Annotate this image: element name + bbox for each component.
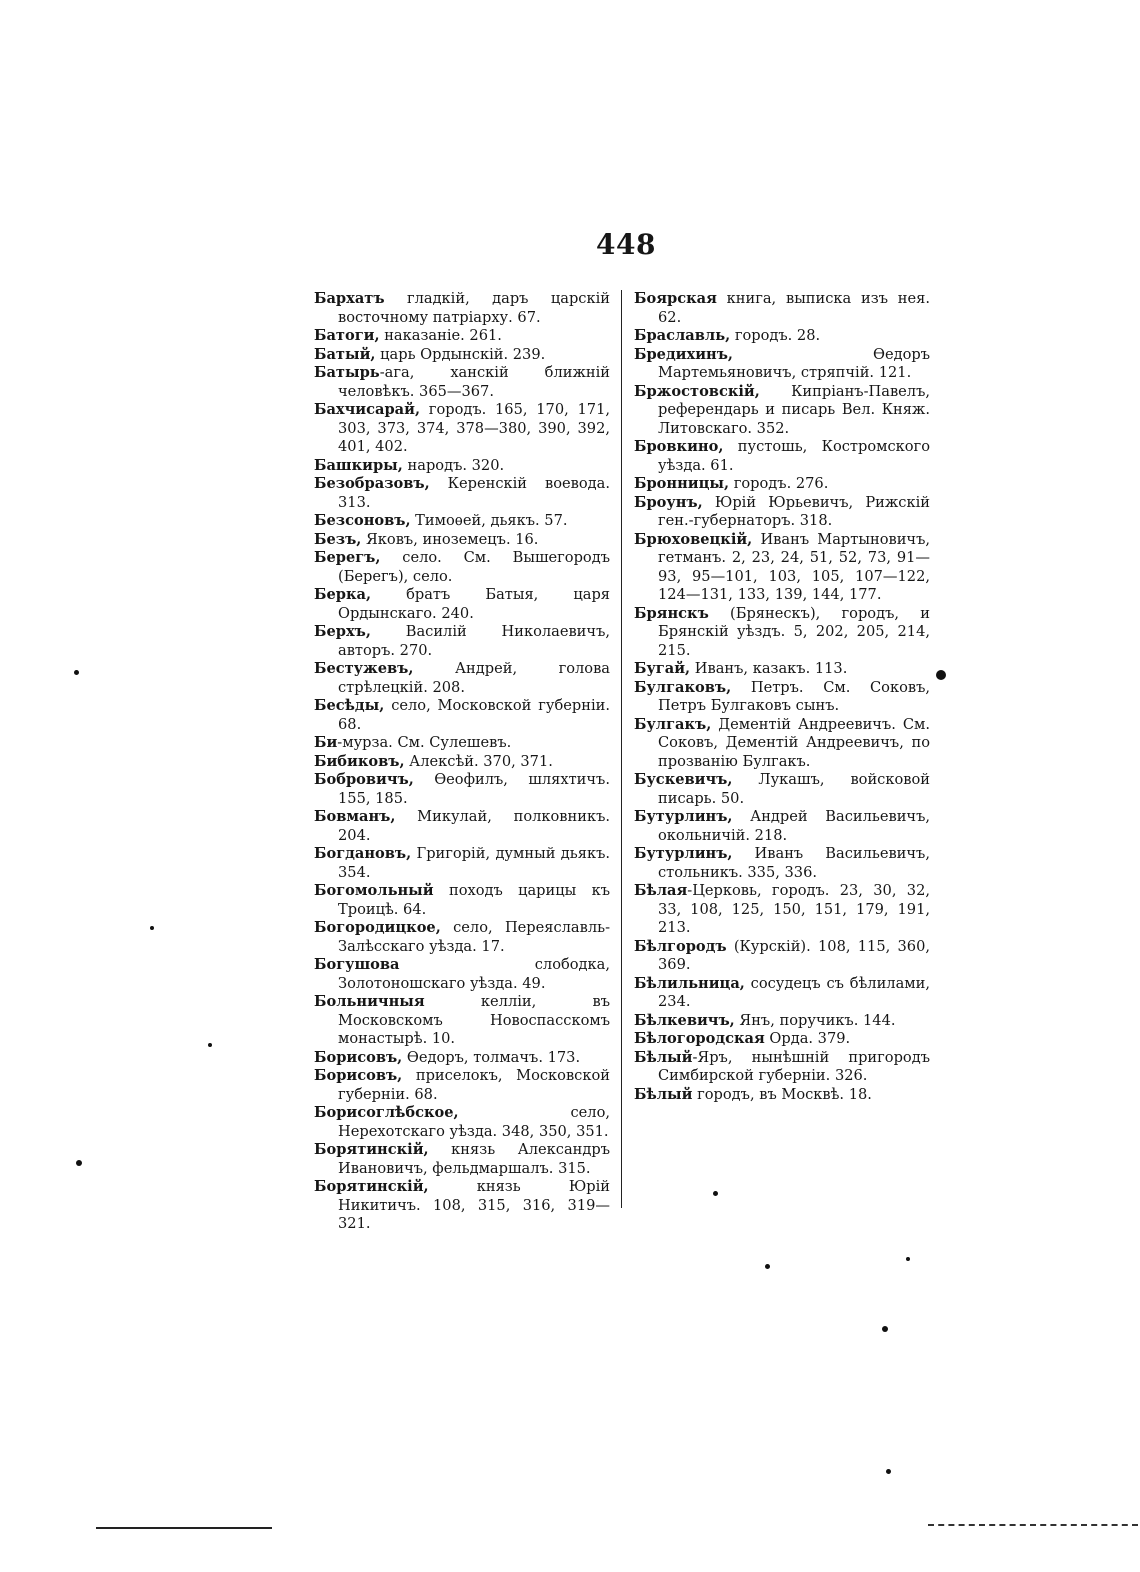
index-entry [634,1012,930,1031]
index-entry-text: князь Александръ Ивановичъ, фельдмаршалъ. 315. [338,1141,610,1177]
index-entry [314,457,610,476]
index-headword: Батоги, [314,327,380,344]
index-entry [314,1104,610,1141]
scan-speck [150,926,154,930]
index-headword: Би [314,734,338,751]
index-entry [314,586,610,623]
index-entry [314,919,610,956]
index-entry-text: Тимоѳей, дьякъ. 57. [410,512,568,529]
index-entry-text: келліи, въ Московскомъ Новоспасскомъ монастырѣ. 10. [338,993,610,1047]
index-headword: Безъ, [314,530,362,548]
index-entry-text: Иванъ Мартыновичъ, гетманъ. 2, 23, 24, 51, 52, 73, 91—93, 95—101, 103, 105, 107—122, 124—131, 133, 139, 144, 177. [658,530,930,603]
index-entry-text: походъ царицы къ Троицѣ. 64. [338,882,610,918]
scan-speck [765,1264,770,1269]
index-headword: Бѣлый [634,1048,693,1066]
index-entry [634,605,930,661]
index-entry [314,512,610,531]
index-headword: Безсоновъ, [314,512,411,529]
index-entry-text: Кипріанъ-Павелъ, референдарь и писарь Вел. Княж. Литовскаго. 352. [658,382,930,437]
index-entry-text: Яковъ, иноземецъ. 16. [361,530,539,548]
index-entry [634,938,930,975]
index-headword: Бѣлильница, [634,974,745,992]
index-headword: Брянскъ [634,604,709,622]
scan-speck [208,1043,212,1047]
scan-speck [886,1469,891,1474]
index-headword: Бутурлинъ, [634,808,733,825]
index-headword: Борисовъ, [314,1048,403,1066]
index-entry-text: -ага, ханскій ближній человѣкъ. 365—367. [338,364,610,400]
index-entry-text: -Яръ, нынѣшній пригородъ Симбирской губерніи. 326. [658,1048,930,1084]
index-entry [634,290,930,327]
index-headword: Борятинскій, [314,1178,429,1195]
index-headword: Браславль, [634,327,731,344]
index-headword: Берхъ, [314,623,371,640]
index-entry-text: городъ. 276. [729,475,829,492]
index-entry-text: приселокъ, Московской губерніи. 68. [338,1067,610,1103]
index-entry-text: сосудецъ съ бѣлилами, 234. [658,974,930,1010]
index-headword: Бускевичъ, [634,771,733,788]
index-entry-text: Юрій Юрьевичъ, Рижскій ген.-губернаторъ. 318. [658,493,930,529]
index-headword: Бѣлогородская [634,1030,765,1047]
scan-speck [906,1257,910,1261]
scan-speck [713,1191,718,1196]
index-entry-text: Василій Николаевичъ, авторъ. 270. [338,623,610,659]
index-headword: Бржостовскій, [634,382,760,400]
index-entry [314,475,610,512]
index-headword: Бугай, [634,660,691,677]
index-entry [634,438,930,475]
index-entry [314,845,610,882]
index-headword: Брюховецкій, [634,530,753,548]
index-entry-text: Григорій, думный дьякъ. 354. [338,845,610,881]
index-entry [314,1049,610,1068]
index-headword: Бархатъ [314,290,385,307]
index-entry-text: Ѳедоръ, толмачъ. 173. [402,1048,581,1066]
index-entry [634,531,930,605]
scan-speck [76,1160,82,1166]
index-entry [634,716,930,772]
page-number: 448 [596,228,656,261]
index-entry [314,956,610,993]
index-headword: Бобровичъ, [314,771,414,788]
index-headword: Бахчисарай, [314,401,421,418]
index-headword: Бибиковъ, [314,752,405,770]
index-entry-text: -мурза. См. Сулешевъ. [337,734,512,751]
index-entry-text: село. См. Вышегородъ (Берегъ), село. [338,549,610,585]
index-headword: Бровкино, [634,438,724,455]
index-entry [634,882,930,938]
index-headword: Больничныя [314,993,425,1010]
index-headword: Берка, [314,586,372,603]
index-entry [314,364,610,401]
index-column-left [314,290,610,1234]
index-entry-text: село, Нерехотскаго уѣзда. 348, 350, 351. [338,1104,610,1140]
index-entry-text: Дементій Андреевичъ. См. Соковъ, Дементій Андреевичъ, по прозванію Булгакъ. [658,715,930,770]
column-divider [621,290,622,1208]
index-entry [634,1030,930,1049]
index-headword: Башкиры, [314,456,403,474]
index-headword: Борятинскій, [314,1141,429,1158]
index-entry-text: Керенскій воевода. 313. [338,475,610,511]
index-entry-text: Орда. 379. [764,1030,851,1047]
index-entry [314,771,610,808]
index-headword: Бредихинъ, [634,345,733,363]
index-headword: Безобразовъ, [314,475,430,492]
index-entry-text: царь Ордынскій. 239. [375,345,546,363]
index-headword: Богомольный [314,882,434,899]
index-column-right [634,290,930,1104]
index-entry-text: село, Переяславль-Залѣсскаго уѣзда. 17. [338,919,610,955]
index-headword: Богородицкое, [314,919,441,936]
index-headword: Бѣлкевичъ, [634,1011,735,1029]
index-entry-text: Андрей, голова стрѣлецкій. 208. [338,660,610,696]
index-entry-text: братъ Батыя, царя Ордынскаго. 240. [338,586,610,622]
index-entry-text: наказаніе. 261. [379,327,502,344]
index-entry [634,660,930,679]
index-entry-text: село, Московской губерніи. 68. [338,697,610,733]
index-entry-text: народъ. 320. [402,456,505,474]
index-entry [314,1067,610,1104]
index-entry-text: Лукашъ, войсковой писарь. 50. [658,771,930,807]
index-entry-text: Ѳедоръ Мартемьяновичъ, стряпчій. 121. [658,345,930,381]
index-entry-text: (Брянескъ), городъ, и Брянскій уѣздъ. 5, 202, 205, 214, 215. [658,604,930,659]
index-headword: Булгаковъ, [634,678,732,696]
scan-speck [882,1326,888,1332]
index-headword: Батый, [314,345,376,363]
footer-rule-left [96,1527,272,1529]
index-headword: Бронницы, [634,475,730,492]
index-entry [314,401,610,457]
index-entry [634,771,930,808]
index-entry [314,549,610,586]
index-entry-text: книга, выписка изъ нея. 62. [658,290,930,326]
index-entry [314,1141,610,1178]
index-entry [314,734,610,753]
index-entry-text: Ѳеофилъ, шляхтичъ. 155, 185. [338,771,610,807]
index-entry [314,290,610,327]
index-entry [634,1049,930,1086]
index-headword: Берегъ, [314,549,381,566]
index-entry [314,327,610,346]
index-headword: Богушова [314,956,400,973]
index-entry-text: Алексѣй. 370, 371. [404,752,553,770]
index-entry-text: князь Юрій Никитичъ. 108, 315, 316, 319—321. [338,1178,610,1232]
index-entry-text: Иванъ, казакъ. 113. [690,660,848,677]
index-entry-text: (Курскій). 108, 115, 360, 369. [658,937,930,973]
footer-rule-right [928,1524,1138,1526]
index-entry [634,975,930,1012]
index-headword: Броунъ, [634,493,703,511]
index-headword: Булгакъ, [634,715,712,733]
index-entry [634,383,930,439]
index-headword: Батырь [314,364,380,381]
index-headword: Боярская [634,290,717,307]
index-entry-text: Петръ. См. Соковъ, Петръ Булгаковъ сынъ. [658,678,930,714]
index-entry-text: слободка, Золотоношскаго уѣзда. 49. [338,956,610,992]
index-entry-text: -Церковь, городъ. 23, 30, 32, 33, 108, 125, 150, 151, 179, 191, 213. [658,882,930,936]
index-entry-text: Иванъ Васильевичъ, стольникъ. 335, 336. [658,845,930,881]
index-entry [314,623,610,660]
index-headword: Бѣлый [634,1085,693,1103]
index-entry [634,845,930,882]
scan-speck [936,670,946,680]
index-headword: Бутурлинъ, [634,845,733,862]
index-entry-text: Микулай, полковникъ. 204. [338,808,610,844]
index-headword: Бѣлая [634,882,688,899]
index-entry [314,697,610,734]
index-entry [314,882,610,919]
index-entry-text: Андрей Васильевичъ, окольничій. 218. [658,808,930,844]
index-entry-text: пустошь, Костромского уѣзда. 61. [658,438,930,474]
index-headword: Борисоглѣбское, [314,1104,459,1121]
index-entry [314,660,610,697]
index-entry-text: городъ. 165, 170, 171, 303, 373, 374, 378—380, 390, 392, 401, 402. [338,401,610,455]
index-entry [634,808,930,845]
index-entry-text: гладкій, даръ царскій восточному патріарху. 67. [338,290,610,326]
index-headword: Бестужевъ, [314,660,414,677]
scan-speck [74,670,79,675]
index-entry [314,993,610,1049]
index-entry [634,475,930,494]
index-entry [634,327,930,346]
index-entry-text: городъ, въ Москвѣ. 18. [692,1085,872,1103]
index-headword: Борисовъ, [314,1067,403,1084]
index-headword: Бѣлгородъ [634,937,727,955]
index-entry [634,494,930,531]
index-entry [314,531,610,550]
index-entry [314,1178,610,1234]
index-entry [634,346,930,383]
index-entry [314,808,610,845]
index-entry [634,1086,930,1105]
index-headword: Бовманъ, [314,808,396,825]
index-entry [314,346,610,365]
index-entry [634,679,930,716]
index-headword: Бесѣды, [314,697,385,714]
index-headword: Богдановъ, [314,845,412,862]
index-entry-text: городъ. 28. [730,327,821,344]
index-entry [314,753,610,772]
index-entry-text: Янъ, поручикъ. 144. [734,1011,896,1029]
